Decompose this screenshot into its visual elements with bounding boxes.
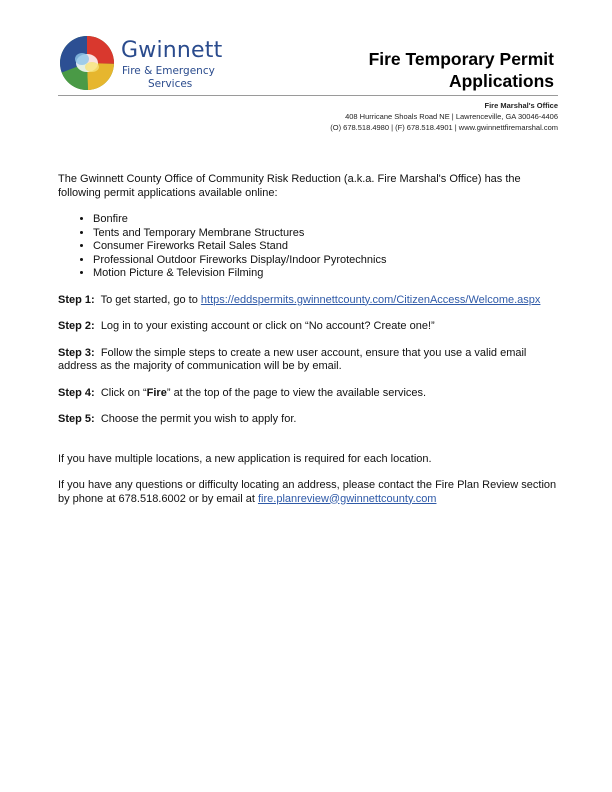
document-title (294, 48, 554, 92)
logo-circle-icon (58, 34, 116, 92)
step-2 (58, 320, 558, 334)
step-3-label: Step 3: (58, 346, 95, 359)
step-1 (58, 294, 558, 308)
step-4-text-before: Click on “ (100, 386, 147, 399)
logo-subtitle-line1: Fire & Emergency (122, 65, 215, 77)
list-item: • Bonfire (93, 213, 558, 227)
body-content (58, 173, 558, 506)
step-5-text: Choose the permit you wish to apply for. (100, 413, 297, 425)
office-info (330, 100, 558, 133)
spacer (58, 440, 558, 453)
list-item: • Professional Outdoor Fireworks Display/Indoor Pyrotechnics (93, 254, 558, 268)
title-line1: Fire Temporary Permit (368, 49, 554, 69)
step-4-bold-word: Fire (146, 386, 167, 399)
step-5 (58, 413, 558, 427)
office-address: 408 Hurricane Shoals Road NE | Lawrenceville, GA 30046-4406 (345, 112, 558, 121)
gwinnett-logo (58, 34, 228, 96)
header-divider (58, 95, 558, 96)
step-2-label: Step 2: (58, 320, 95, 332)
office-contact: (O) 678.518.4980 | (F) 678.518.4901 | www.gwinnettfiremarshal.com (330, 123, 558, 132)
list-item: • Consumer Fireworks Retail Sales Stand (93, 240, 558, 254)
permit-list (58, 213, 558, 281)
step-4-label: Step 4: (58, 386, 95, 399)
step-1-label: Step 1: (58, 293, 95, 306)
multiple-locations-note: If you have multiple locations, a new application is required for each location. (58, 452, 432, 465)
office-name: Fire Marshal's Office (484, 101, 558, 110)
step-3 (58, 347, 558, 374)
questions-paragraph (58, 479, 558, 506)
logo-name: Gwinnett (121, 38, 223, 63)
fire-plan-review-email-link[interactable]: fire.planreview@gwinnettcounty.com (257, 492, 437, 505)
step-5-label: Step 5: (58, 413, 95, 425)
step-1-text: To get started, go to (100, 293, 198, 306)
intro-paragraph: The Gwinnett County Office of Community Risk Reduction (a.k.a. Fire Marshal's Office) has the following permit applications available online: (58, 173, 521, 199)
logo-subtitle-line2: Services (148, 78, 193, 90)
list-item: • Tents and Temporary Membrane Structures (93, 227, 558, 241)
step-2-text: Log in to your existing account or click on “No account? Create one!” (100, 320, 435, 332)
title-line2: Applications (448, 71, 554, 91)
step-4-text-after: ” at the top of the page to view the available services. (166, 386, 427, 399)
citizen-access-link[interactable]: https://eddspermits.gwinnettcounty.com/CitizenAccess/Welcome.aspx (200, 293, 541, 306)
questions-text: If you have any questions or difficulty locating an address, please contact the Fire Plan Review section by phone at 678.518.6002 or by email at (58, 479, 557, 505)
list-item: • Motion Picture & Television Filming (93, 267, 558, 281)
step-3-text: Follow the simple steps to create a new user account, ensure that you use a valid email address as the majority of communication will be by email. (58, 346, 527, 372)
step-4 (58, 387, 558, 401)
